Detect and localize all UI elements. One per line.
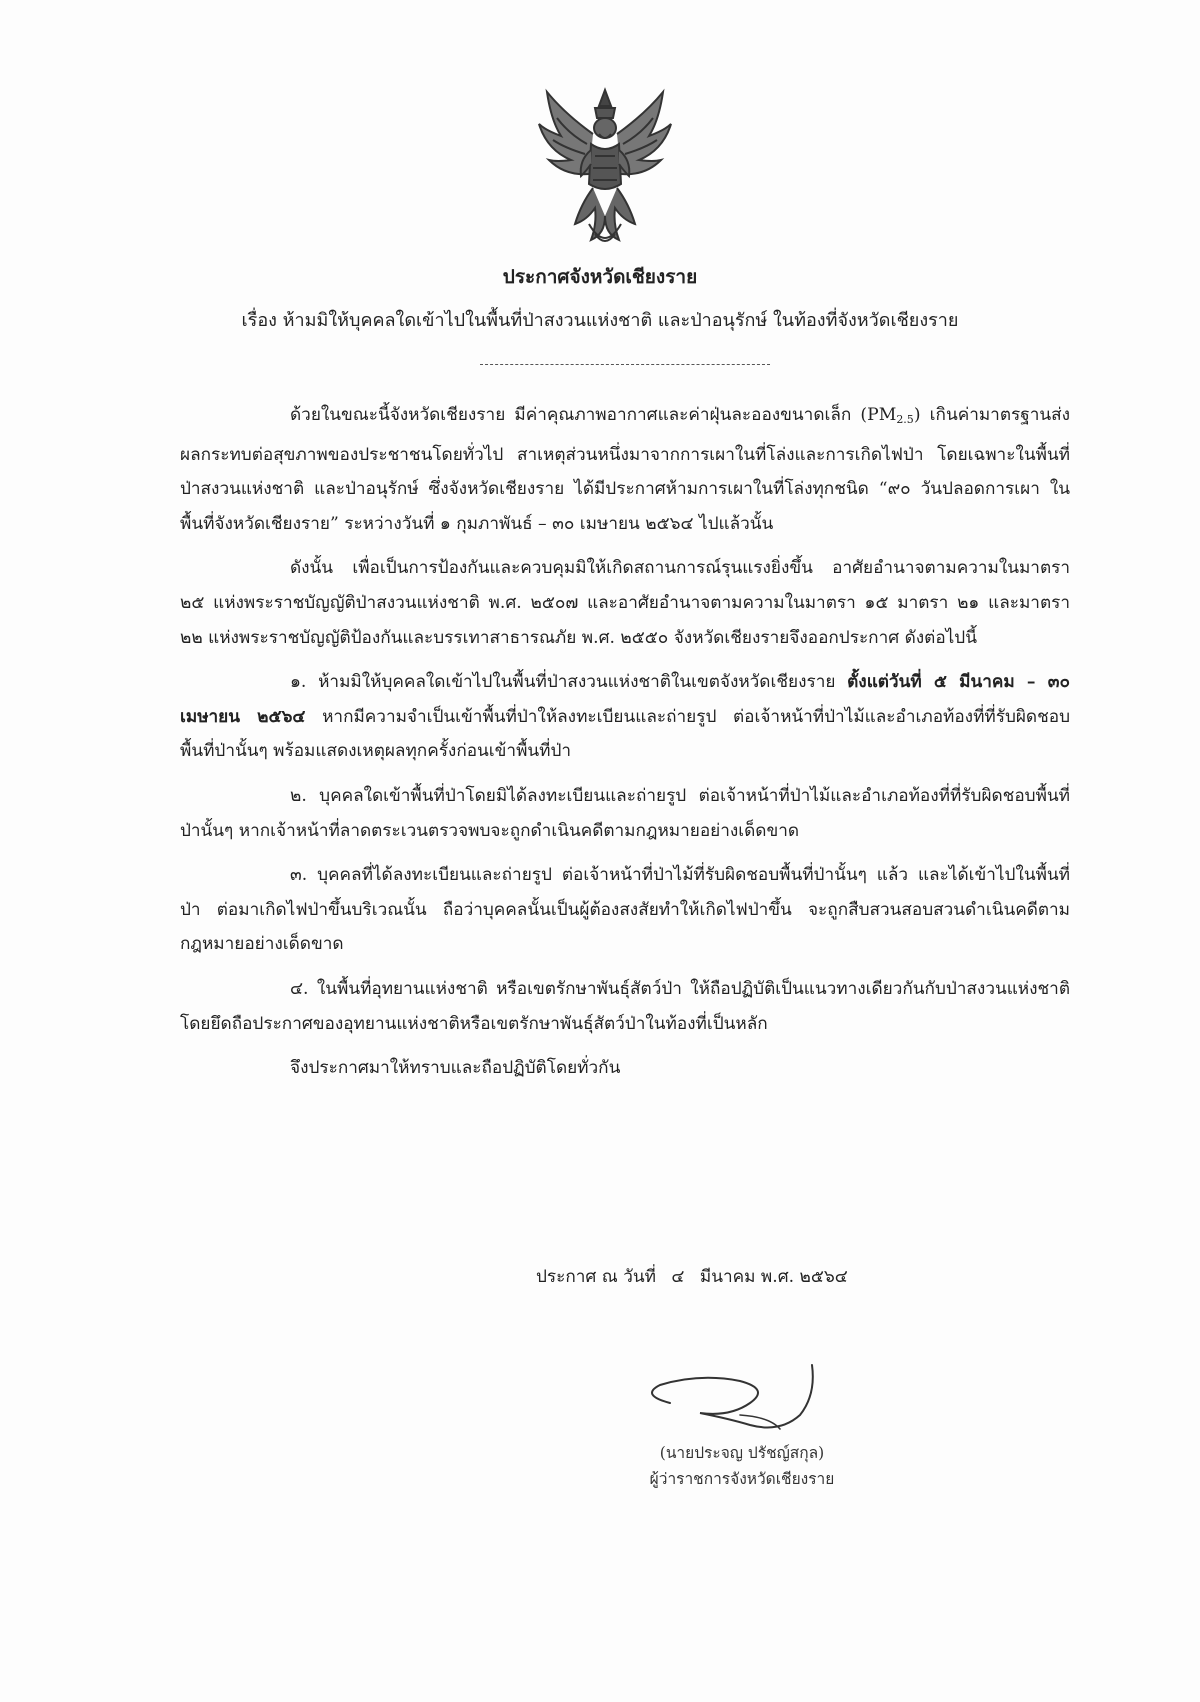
garuda-emblem-icon xyxy=(535,84,675,254)
item-2: ๒. บุคคลใดเข้าพื้นที่ป่าโดยมิได้ลงทะเบียนและถ่ายรูป ต่อเจ้าหน้าที่ป่าไม้และอำเภอท้องที่ที่รับผิดชอบพื้นที่ป่านั้นๆ หากเจ้าหน้าที่ลาดตระเวนตรวจพบจะถูกดำเนินคดีตามกฎหมายอย่างเด็ดขาด xyxy=(180,785,1070,841)
date-day: ๔ xyxy=(671,1267,685,1287)
item-1: ๑. ห้ามมิให้บุคคลใดเข้าไปในพื้นที่ป่าสงวนแห่งชาติในเขตจังหวัดเชียงราย ตั้งแต่วันที่ ๕ มีนาคม – ๓๐ เมษายน ๒๕๖๔ หากมีความจำเป็นเข้าพื้นที่ป่าให้ลงทะเบียนและถ่ายรูป ต่อเจ้าหน้าที่ป่าไม้และอำเภอท้องที่ที่รับผิดชอบพื้นที่ป่านั้นๆ พร้อมแสดงเหตุผลทุกครั้งก่อนเข้าพื้นที่ป่า xyxy=(180,672,1070,762)
document-body xyxy=(180,398,1070,1096)
closing-line: จึงประกาศมาให้ทราบและถือปฏิบัติโดยทั่วกัน xyxy=(290,1058,621,1079)
signature-icon xyxy=(630,1355,860,1440)
signer-name: (นายประจญ ปรัชญ์สกุล) xyxy=(659,1444,825,1462)
item-4: ๔. ในพื้นที่อุทยานแห่งชาติ หรือเขตรักษาพันธุ์สัตว์ป่า ให้ถือปฏิบัติเป็นแนวทางเดียวกันกับป่าสงวนแห่งชาติ โดยยึดถือประกาศของอุทยานแห่งชาติหรือเขตรักษาพันธุ์สัตว์ป่าในท้องที่เป็นหลัก xyxy=(180,978,1070,1034)
item-3: ๓. บุคคลที่ได้ลงทะเบียนและถ่ายรูป ต่อเจ้าหน้าที่ป่าไม้ที่รับผิดชอบพื้นที่ป่านั้นๆ แล้ว และได้เข้าไปในพื้นที่ป่า ต่อมาเกิดไฟป่าขึ้นบริเวณนั้น ถือว่าบุคคลนั้นเป็นผู้ต้องสงสัยทำให้เกิดไฟป่าขึ้น จะถูกสืบสวนสอบสวนดำเนินคดีตามกฎหมายอย่างเด็ดขาด xyxy=(180,865,1070,955)
document-subject: เรื่อง ห้ามมิให้บุคคลใดเข้าไปในพื้นที่ป่าสงวนแห่งชาติ และป่าอนุรักษ์ ในท้องที่จังหวัดเชียงราย xyxy=(241,310,959,331)
document-title: ประกาศจังหวัดเชียงราย xyxy=(502,266,698,288)
intro-paragraph: ด้วยในขณะนี้จังหวัดเชียงราย มีค่าคุณภาพอากาศและค่าฝุ่นละอองขนาดเล็ก $(PM_{2.5})$ เกินค่ามาตรฐานส่งผลกระทบต่อสุขภาพของประชาชนโดยทั่วไป สาเหตุส่วนหนึ่งมาจากการเผาในที่โล่งและการเกิดไฟป่า โดยเฉพาะในพื้นที่ป่าสงวนแห่งชาติ และป่าอนุรักษ์ ซึ่งจังหวัดเชียงราย ได้มีประกาศห้ามการเผาในที่โล่งทุกชนิด “๙๐ วันปลอดการเผา ในพื้นที่จังหวัดเชียงราย” ระหว่างวันที่ ๑ กุมภาพันธ์ – ๓๐ เมษายน ๒๕๖๔ ไปแล้วนั้น xyxy=(180,405,1070,534)
announcement-date: ประกาศ ณ วันที่ ๔ มีนาคม พ.ศ. ๒๕๖๔ xyxy=(536,1267,848,1287)
item-1-date-range: ตั้งแต่วันที่ ๕ มีนาคม – ๓๐ เมษายน ๒๕๖๔ xyxy=(180,672,1070,727)
pm-subscript: 2.5 xyxy=(896,413,914,426)
authority-paragraph: ดังนั้น เพื่อเป็นการป้องกันและควบคุมมิให้เกิดสถานการณ์รุนแรงยิ่งขึ้น อาศัยอำนาจตามความในมาตรา ๒๕ แห่งพระราชบัญญัติป่าสงวนแห่งชาติ พ.ศ. ๒๕๐๗ และอาศัยอำนาจตามความในมาตรา ๑๕ มาตรา ๒๑ และมาตรา ๒๒ แห่งพระราชบัญญัติป้องกันและบรรเทาสาธารณภัย พ.ศ. ๒๕๕๐ จังหวัดเชียงรายจึงออกประกาศ ดังต่อไปนี้ xyxy=(180,558,1070,648)
signer-block xyxy=(622,1440,862,1492)
signer-position: ผู้ว่าราชการจังหวัดเชียงราย xyxy=(649,1470,835,1488)
divider xyxy=(480,364,770,365)
